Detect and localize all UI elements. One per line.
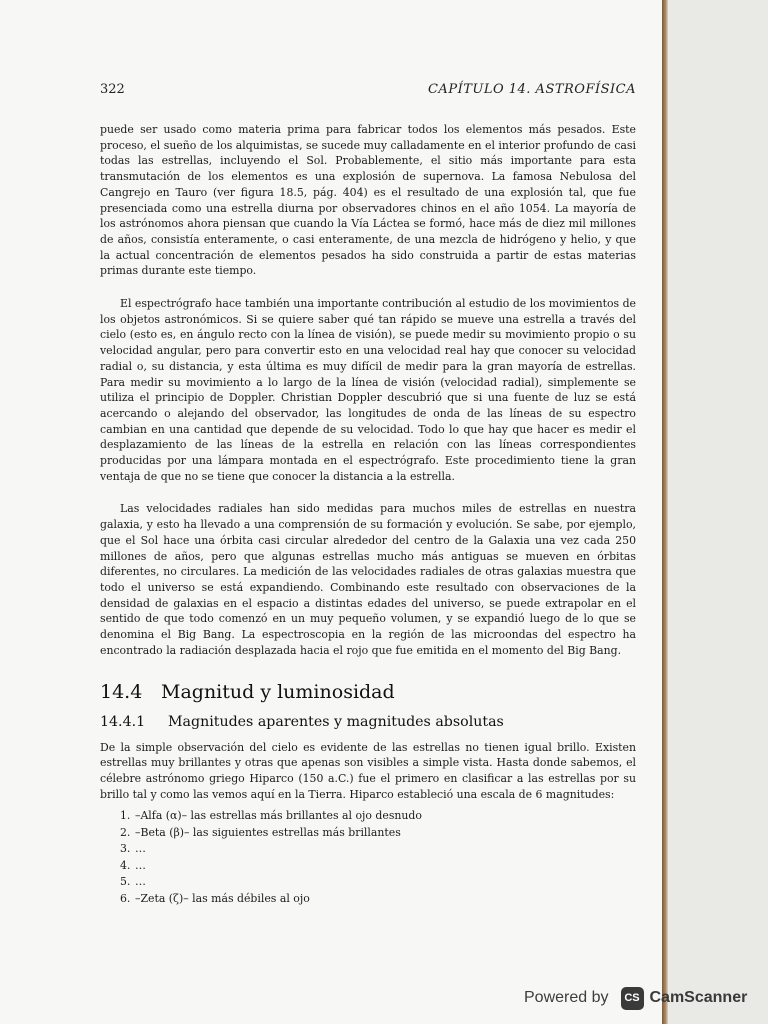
paragraph-radial-velocities: Las velocidades radiales han sido medidas para muchos miles de estrellas en nuestra galaxia, y esto ha llevado a una comprensión de su formación y evolución. Se sabe, por ejemplo, que el Sol hace una órbita casi circular alrededor del centro de la Galaxia una vez cada 250 millones de años, pero que algunas estrellas mucho más antiguas se mueven en órbitas diferentes, no circulares. La medición de las velocidades radiales de otras galaxias muestra que todo el universo se está expandiendo. Combinando este resultado con observaciones de la densidad de galaxias en el espacio a distintas edades del universo, se puede extrapolar en el sentido de que todo comenzó en un muy pequeño volumen, y se expandió luego de lo que se denomina el Big Bang. La espectroscopia en la región de las microondas del espectro ha encontrado la radiación desplazada hacia el rojo que fue emitida en el momento del Big Bang. bbox=[100, 502, 636, 657]
camscanner-brand: CamScanner bbox=[649, 989, 748, 1006]
page-content bbox=[100, 122, 636, 907]
paragraph-hipparchus: De la simple observación del cielo es evidente de las estrellas no tienen igual brillo. Existen estrellas muy brillantes y otras que apenas son visibles a simple vista. Hasta donde sabemos, el célebre astrónomo griego Hiparco (150 a.C.) fue el primero en clasificar a las estrellas por su brillo tal y como las vemos aquí en la Tierra. Hiparco estableció una escala de 6 magnitudes: bbox=[100, 740, 636, 801]
camscanner-watermark bbox=[524, 984, 747, 1012]
chapter-title: CAPÍTULO 14. ASTROFÍSICA bbox=[427, 82, 636, 97]
list-item: 5. … bbox=[120, 875, 146, 889]
paragraph-spectrograph: El espectrógrafo hace también una importante contribución al estudio de los movimientos de los objetos astronómicos. Si se quiere saber qué tan rápido se mueve una estrella a través del cielo (esto es, en ángulo recto con la línea de visión), se puede medir su movimiento propio o su velocidad angular, pero para convertir esto en una velocidad real hay que conocer su velocidad radial o, su distancia, y esta última es muy difícil de medir para la gran mayoría de estrellas. Para medir su movimiento a lo largo de la línea de visión (velocidad radial), simplemente se utiliza el principio de Doppler. Christian Doppler descubrió que si una fuente de luz se está acercando o alejando del observador, las longitudes de onda de las líneas de su espectro cambian en una cantidad que depende de su velocidad. Todo lo que hay que hacer es medir el desplazamiento de las líneas de la estrella en relación con las líneas correspondientes producidas por una lámpara montada en el espectrógrafo. Este procedimiento tiene la gran ventaja de que no se tiene que conocer la distancia a la estrella. bbox=[100, 297, 636, 483]
subsection-title: Magnitudes aparentes y magnitudes absolutas bbox=[168, 713, 504, 730]
subsection-heading bbox=[100, 712, 636, 732]
powered-by-text: Powered by bbox=[524, 989, 609, 1006]
page-number: 322 bbox=[100, 82, 125, 97]
page-edge bbox=[662, 0, 668, 1024]
list-item: 1. –Alfa (α)– las estrellas más brillantes al ojo desnudo bbox=[120, 809, 422, 823]
section-number: 14.4 bbox=[100, 680, 143, 703]
magnitude-list bbox=[120, 808, 636, 907]
section-title: Magnitud y luminosidad bbox=[161, 680, 395, 703]
section-heading bbox=[100, 681, 636, 703]
subsection-number: 14.4.1 bbox=[100, 713, 146, 730]
list-item: 4. … bbox=[120, 858, 146, 872]
camscanner-logo-icon: CS bbox=[621, 987, 644, 1010]
list-item: 2. –Beta (β)– las siguientes estrellas más brillantes bbox=[120, 825, 401, 839]
list-item: 6. –Zeta (ζ)– las más débiles al ojo bbox=[120, 891, 310, 905]
list-item: 3. … bbox=[120, 842, 146, 856]
paragraph-nucleosynthesis: puede ser usado como materia prima para fabricar todos los elementos más pesados. Este proceso, el sueño de los alquimistas, se sucede muy calladamente en el interior profundo de casi todas las estrellas, incluyendo el Sol. Probablemente, el sitio más importante para esta transmutación de los elementos es una explosión de supernova. La famosa Nebulosa del Cangrejo en Tauro (ver figura 18.5, pág. 404) es el resultado de una explosión tal, que fue presenciada como una estrella diurna por observadores chinos en el año 1054. La mayoría de los astrónomos ahora piensan que cuando la Vía Láctea se formó, hace más de diez mil millones de años, consistía enteramente, o casi enteramente, de una mezcla de hidrógeno y helio, y que la actual concentración de elementos pesados ha sido construida a partir de estas materias primas durante este tiempo. bbox=[100, 123, 636, 278]
